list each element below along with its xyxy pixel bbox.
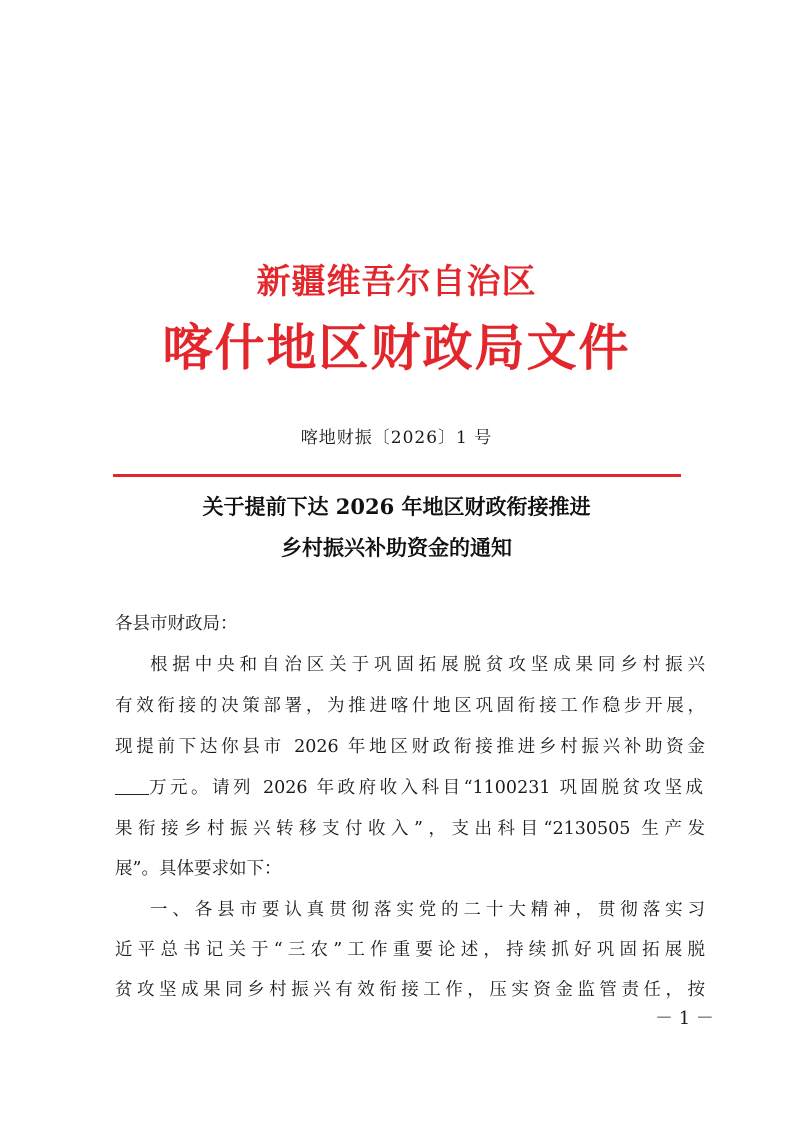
document-title-line-2: 乡村振兴补助资金的通知 [281, 535, 512, 560]
issuing-org-region: 新疆维吾尔自治区 [256, 262, 537, 302]
amount-blank [115, 778, 149, 795]
document-number: 喀地财振〔2026〕1 号 [300, 428, 493, 448]
issuing-org-document-header: 喀什地区财政局文件 [162, 318, 631, 377]
body-paragraph-line: 有效衔接的决策部署，为推进喀什地区巩固衔接工作稳步开展， [115, 696, 705, 716]
salutation: 各县市财政局： [115, 614, 238, 634]
page-number: － 1 － [655, 1008, 714, 1029]
body-paragraph-line: 一、各县市要认真贯彻落实党的二十大精神，贯彻落实习 [150, 900, 705, 920]
red-separator-line [113, 474, 681, 477]
body-paragraph-line: 现提前下达你县市 2026 年地区财政衔接推进乡村振兴补助资金 [115, 737, 705, 757]
document-title-line-1: 关于提前下达 2026 年地区财政衔接推进 [202, 494, 591, 519]
body-paragraph-line: 果衔接乡村振兴转移支付收入”，支出科目“2130505 生产发 [115, 819, 705, 839]
body-paragraph-line: 根据中央和自治区关于巩固拓展脱贫攻坚成果同乡村振兴 [150, 655, 705, 675]
body-paragraph-line-with-blank [115, 776, 705, 800]
body-line-text: 万元。请列 2026 年政府收入科目“1100231 巩固脱贫攻坚成 [149, 778, 703, 798]
body-paragraph-line: 近平总书记关于“三农”工作重要论述，持续抓好巩固拓展脱 [115, 940, 705, 960]
body-paragraph-line: 展”。具体要求如下： [115, 859, 282, 879]
body-paragraph-line: 贫攻坚成果同乡村振兴有效衔接工作，压实资金监管责任，按 [115, 980, 705, 1000]
